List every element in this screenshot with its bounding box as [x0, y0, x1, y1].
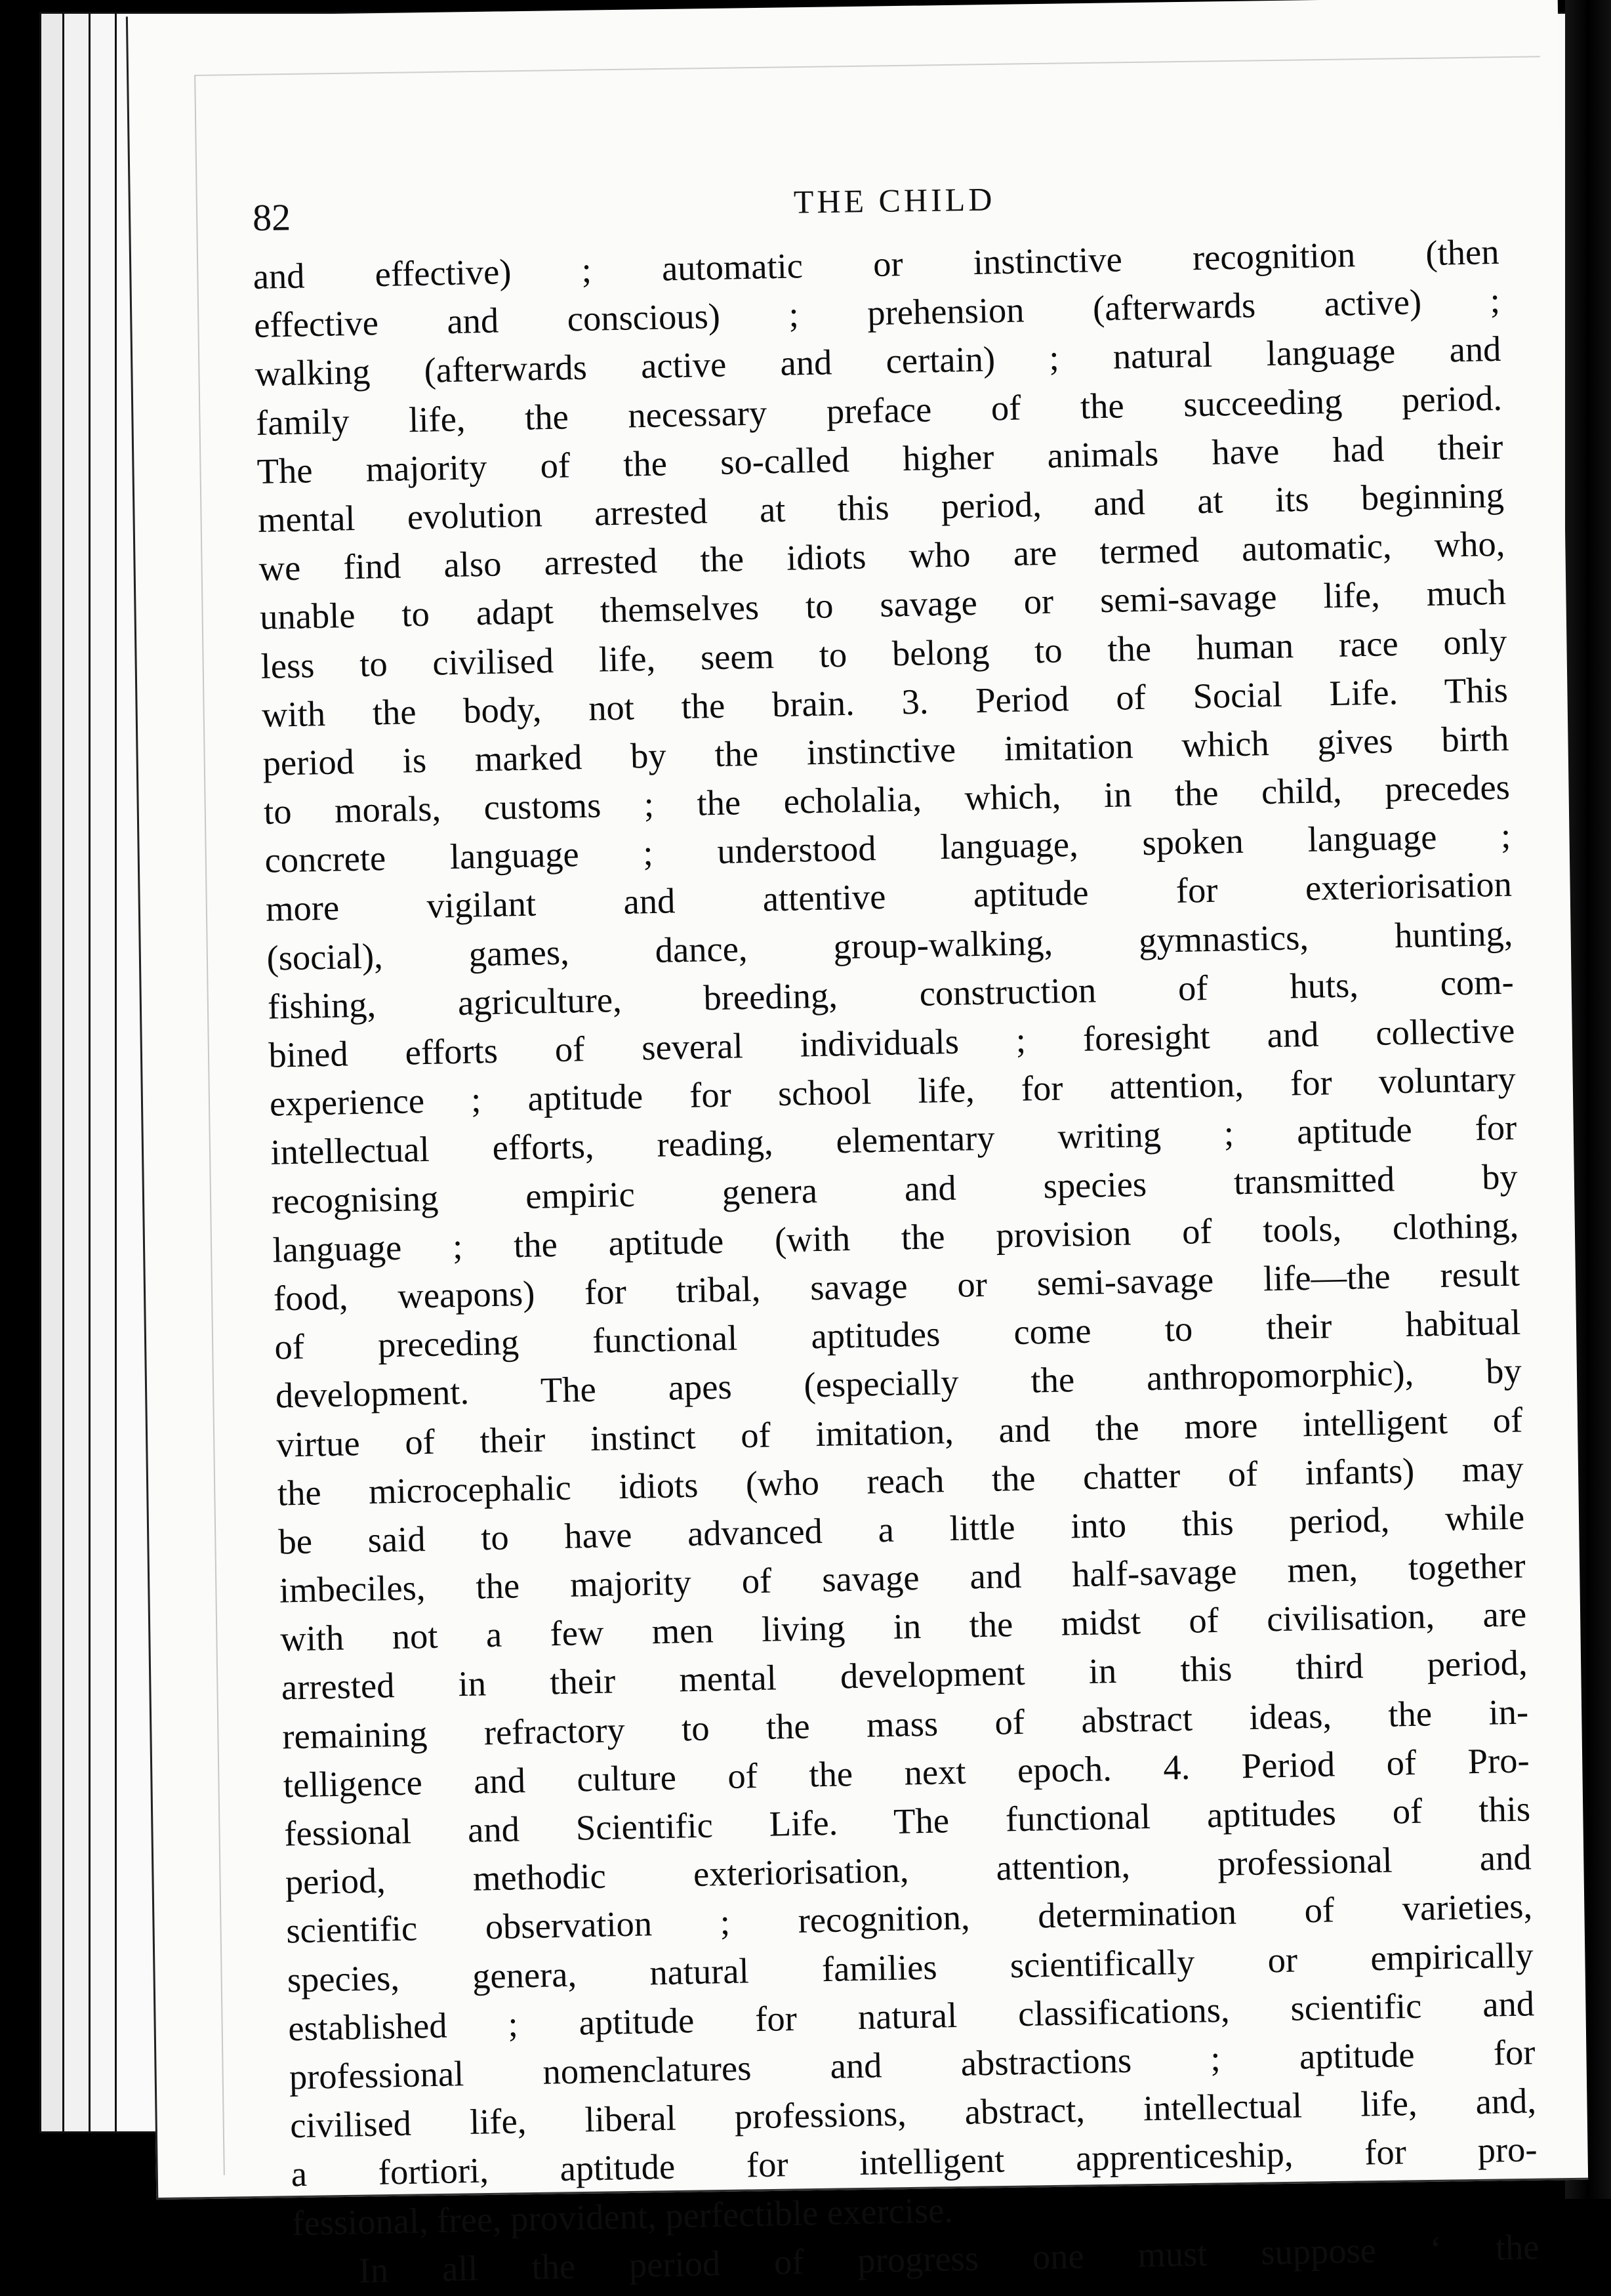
- body-text: [253, 228, 1540, 2296]
- text-line: experience ; aptitude for school life, for attention, for voluntary: [269, 1058, 1517, 1124]
- text-line: less to civilised life, seem to belong to the human race only: [260, 621, 1507, 686]
- text-line: In all the period of progress one must suppose ‘ the: [358, 2226, 1540, 2291]
- text-line: period, methodic exteriorisation, attention, professional and: [285, 1837, 1532, 1902]
- text-line: virtue of their instinct of imitation, and the more intelligent of: [275, 1399, 1523, 1465]
- text-line: language ; the aptitude (with the provision of tools, clothing,: [272, 1204, 1519, 1270]
- text-line: to morals, customs ; the echolalia, which, in the child, precedes: [263, 766, 1511, 832]
- text-line: with the body, not the brain. 3. Period of Social Life. This: [261, 669, 1509, 735]
- text-line: fessional, free, provident, perfectible exercise.: [291, 2189, 954, 2243]
- text-line: more vigilant and attentive aptitude for exteriorisation: [265, 864, 1513, 930]
- text-line: effective and conscious) ; prehension (afterwards active) ;: [253, 280, 1501, 346]
- text-line: recognising empiric genera and species transmitted by: [271, 1156, 1519, 1221]
- text-line: of preceding functional aptitudes come to their habitual: [274, 1302, 1521, 1367]
- text-line: mental evolution arrested at this period, and at its beginning: [257, 474, 1505, 540]
- text-line: (social), games, dance, group-walking, gymnastics, hunting,: [266, 912, 1513, 978]
- text-line: walking (afterwards active and certain) ; natural language and: [255, 329, 1501, 394]
- text-line: period is marked by the instinctive imitation which gives birth: [262, 718, 1509, 783]
- text-line: telligence and culture of the next epoch. 4. Period of Pro-: [283, 1740, 1530, 1805]
- text-line: scientific observation ; recognition, determination of varieties,: [285, 1885, 1533, 1951]
- text-line: fessional and Scientific Life. The functional aptitudes of this: [283, 1788, 1531, 1854]
- text-line: bined efforts of several individuals ; foresight and collective: [268, 1010, 1515, 1075]
- page-number: 82: [252, 195, 291, 239]
- text-line: The majority of the so-called higher animals have had their: [256, 426, 1503, 491]
- text-line: and effective) ; automatic or instinctive recognition (then: [253, 231, 1499, 297]
- text-line: professional nomenclatures and abstractions ; aptitude for: [289, 2032, 1536, 2097]
- text-line: civilised life, liberal professions, abstract, intellectual life, and,: [289, 2080, 1537, 2146]
- text-line: a fortiori, aptitude for intelligent apprenticeship, for pro-: [291, 2129, 1538, 2194]
- text-line: with not a few men living in the midst of civilisation, are: [279, 1593, 1527, 1659]
- text-line: the microcephalic idiots (who reach the chatter of infants) may: [277, 1448, 1524, 1513]
- text-line: fishing, agriculture, breeding, construction of huts, com-: [267, 961, 1515, 1027]
- text-line: concrete language ; understood language, spoken language ;: [264, 815, 1511, 881]
- text-line: intellectual efforts, reading, elementary writing ; aptitude for: [270, 1107, 1517, 1173]
- running-head: THE CHILD: [793, 180, 996, 220]
- text-line: be said to have advanced a little into this period, while: [277, 1496, 1525, 1562]
- text-line: we find also arrested the idiots who are termed automatic, who,: [258, 523, 1505, 589]
- text-line: species, genera, natural families scientifically or empirically: [287, 1934, 1534, 2000]
- text-line: unable to adapt themselves to savage or semi-savage life, much: [259, 572, 1507, 638]
- text-line: arrested in their mental development in this third period,: [281, 1642, 1528, 1708]
- text-line: imbeciles, the majority of savage and half-savage men, together: [279, 1545, 1526, 1610]
- text-line: development. The apes (especially the anthropomorphic), by: [275, 1350, 1522, 1416]
- text-line: food, weapons) for tribal, savage or semi-savage life—the result: [273, 1253, 1520, 1319]
- text-line: established ; aptitude for natural classifications, scientific and: [287, 1983, 1535, 2049]
- text-line: family life, the necessary preface of the succeeding period.: [255, 377, 1503, 443]
- text-line: remaining refractory to the mass of abstract ideas, the in-: [281, 1691, 1529, 1757]
